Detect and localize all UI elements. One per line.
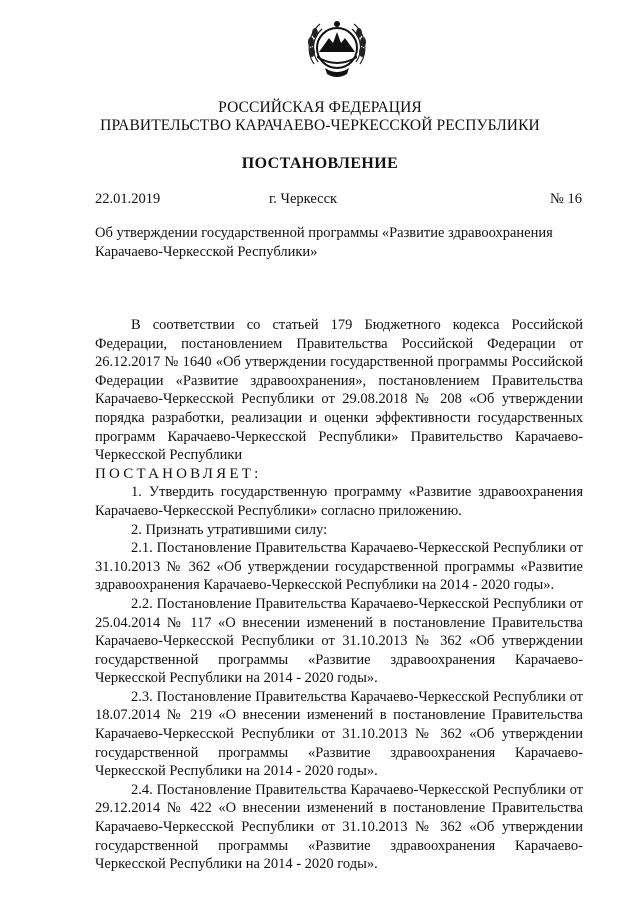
document-number: № 16 bbox=[550, 191, 582, 207]
document-type: ПОСТАНОВЛЕНИЕ bbox=[241, 155, 399, 172]
item-2-2: 2.2. Постановление Правительства Карачаево-Черкесской Республики от 25.04.2014 № 117 «О внесении изменений в постановление Правительства Карачаево-Черкесской Республики от 31.10.2013 № 362 «Об утверждении государственной программы «Развитие здравоохранения Карачаево-Черкесской Республики на 2014 - 2020 годы». bbox=[95, 595, 583, 687]
resolves-heading: ПОСТАНОВЛЯЕТ: bbox=[95, 465, 262, 482]
preamble-paragraph: В соответствии со статьей 179 Бюджетного кодекса Российской Федерации, постановлением Правительства Российской Федерации от 26.12.2017 № 1640 «Об утверждении государственной программы Российской Федерации «Развитие здравоохранения», постановлением Правительства Карачаево-Черкесской Республики от 29.08.2018 № 208 «Об утверждении порядка разработки, реализации и оценки эффективности государственных программ Карачаево-Черкесской Республики» Правительство Карачаево-Черкесской Республики bbox=[95, 317, 583, 464]
document-city: г. Черкесск bbox=[269, 191, 338, 207]
item-1: 1. Утвердить государственную программу «Развитие здравоохранения Карачаево-Черкесской Республики» согласно приложению. bbox=[95, 484, 583, 519]
document-body bbox=[95, 296, 583, 874]
country-heading: РОССИЙСКАЯ ФЕДЕРАЦИЯ bbox=[218, 99, 422, 116]
item-2-3: 2.3. Постановление Правительства Карачаево-Черкесской Республики от 18.07.2014 № 219 «О внесении изменений в постановление Правительства Карачаево-Черкесской Республики от 31.10.2013 № 362 «Об утверждении государственной программы «Развитие здравоохранения Карачаево-Черкесской Республики на 2014 - 2020 годы». bbox=[95, 688, 583, 780]
item-2-4: 2.4. Постановление Правительства Карачаево-Черкесской Республики от 29.12.2014 № 422 «О внесении изменений в постановление Правительства Карачаево-Черкесской Республики от 31.10.2013 № 362 «Об утверждении государственной программы «Развитие здравоохранения Карачаево-Черкесской Республики на 2014 - 2020 годы». bbox=[95, 781, 583, 873]
item-2: 2. Признать утратившими силу: bbox=[131, 521, 328, 538]
coat-of-arms-emblem bbox=[300, 12, 374, 86]
government-heading: ПРАВИТЕЛЬСТВО КАРАЧАЕВО-ЧЕРКЕССКОЙ РЕСПУБЛИКИ bbox=[100, 117, 540, 134]
item-2-1: 2.1. Постановление Правительства Карачаево-Черкесской Республики от 31.10.2013 № 362 «Об утверждении государственной программы «Развитие здравоохранения Карачаево-Черкесской Республики на 2014 - 2020 годы». bbox=[95, 540, 583, 594]
document-date: 22.01.2019 bbox=[95, 191, 161, 207]
document-title: Об утверждении государственной программы «Развитие здравоохранения Карачаево-Черкесской Республики» bbox=[95, 225, 553, 260]
